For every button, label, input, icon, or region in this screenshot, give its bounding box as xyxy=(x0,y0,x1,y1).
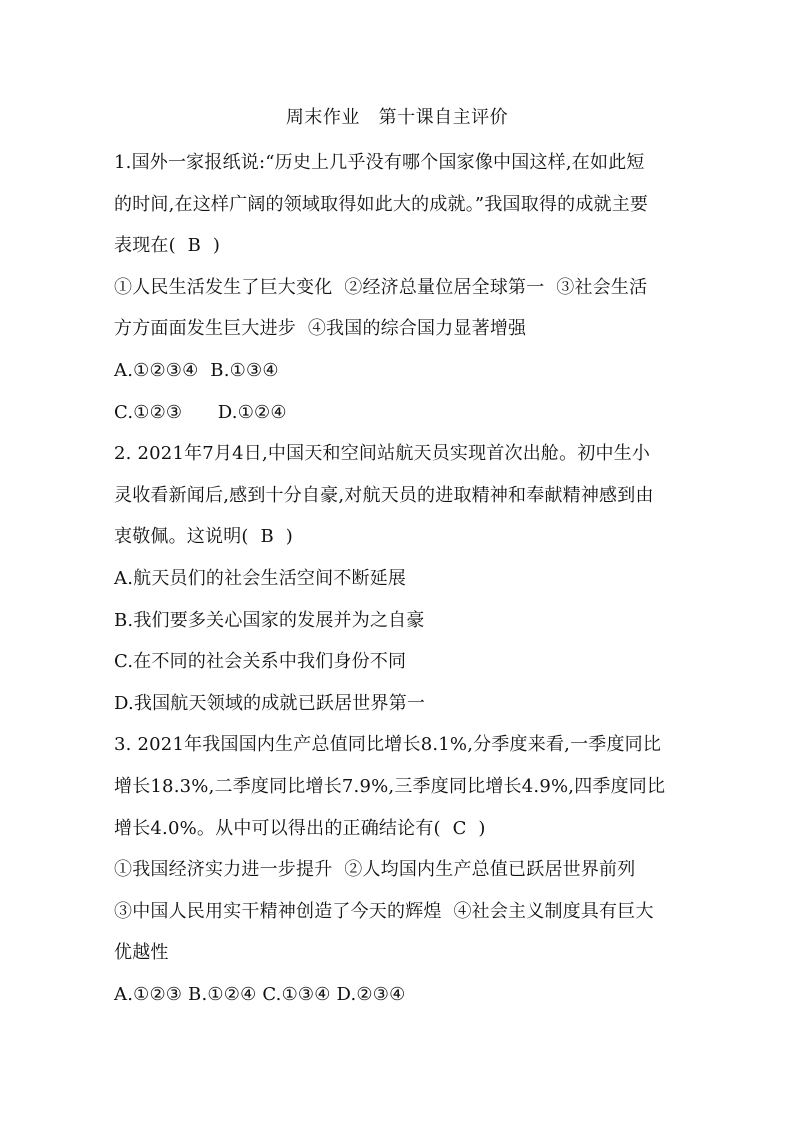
q2-stem-line-1: 2. 2021年7月4日,中国天和空间站航天员实现首次出舱。初中生小 xyxy=(114,443,651,465)
q2-stem-line-3: 衷敬佩。这说明( B ) xyxy=(114,526,293,548)
q3-stem-line-3: 增长4.0%。从中可以得出的正确结论有( C ) xyxy=(114,817,486,839)
q1-stem-line-3: 表现在( B ) xyxy=(114,235,221,257)
q2-option-d: D.我国航天领域的成就已跃居世界第一 xyxy=(114,692,426,714)
q1-stem-line-2: 的时间,在这样广阔的领域取得如此大的成就。”我国取得的成就主要 xyxy=(114,193,649,215)
q3-options-line: A.①②③ B.①②④ C.①③④ D.②③④ xyxy=(114,983,406,1005)
q3-stem-line-1: 3. 2021年我国国内生产总值同比增长8.1%,分季度来看,一季度同比 xyxy=(114,734,662,756)
q3-stem-line-2: 增长18.3%,二季度同比增长7.9%,三季度同比增长4.9%,四季度同比 xyxy=(114,775,666,797)
q1-options-line-1: A.①②③④ B.①③④ xyxy=(114,359,279,381)
q3-items-line-1: ①我国经济实力进一步提升 ②人均国内生产总值已跃居世界前列 xyxy=(114,859,636,881)
q3-items-line-3: 优越性 xyxy=(114,942,169,964)
page-title: 周末作业 第十课自主评价 xyxy=(285,107,509,128)
q1-options-line-2: C.①②③ D.①②④ xyxy=(114,401,287,423)
q2-option-b: B.我们要多关心国家的发展并为之自豪 xyxy=(114,609,425,631)
q2-option-a: A.航天员们的社会生活空间不断延展 xyxy=(114,567,407,589)
q3-items-line-2: ③中国人民用实干精神创造了今天的辉煌 ④社会主义制度具有巨大 xyxy=(114,900,654,922)
q2-stem-line-2: 灵收看新闻后,感到十分自豪,对航天员的进取精神和奉献精神感到由 xyxy=(114,484,654,506)
q1-items-line-2: 方方面面发生巨大进步 ④我国的综合国力显著增强 xyxy=(114,318,527,340)
q1-stem-line-1: 1.国外一家报纸说:“历史上几乎没有哪个国家像中国这样,在如此短 xyxy=(114,152,645,173)
q2-option-c: C.在不同的社会关系中我们身份不同 xyxy=(114,651,407,673)
q1-items-line-1: ①人民生活发生了巨大变化 ②经济总量位居全球第一 ③社会生活 xyxy=(114,276,648,298)
question-body xyxy=(114,142,684,1015)
